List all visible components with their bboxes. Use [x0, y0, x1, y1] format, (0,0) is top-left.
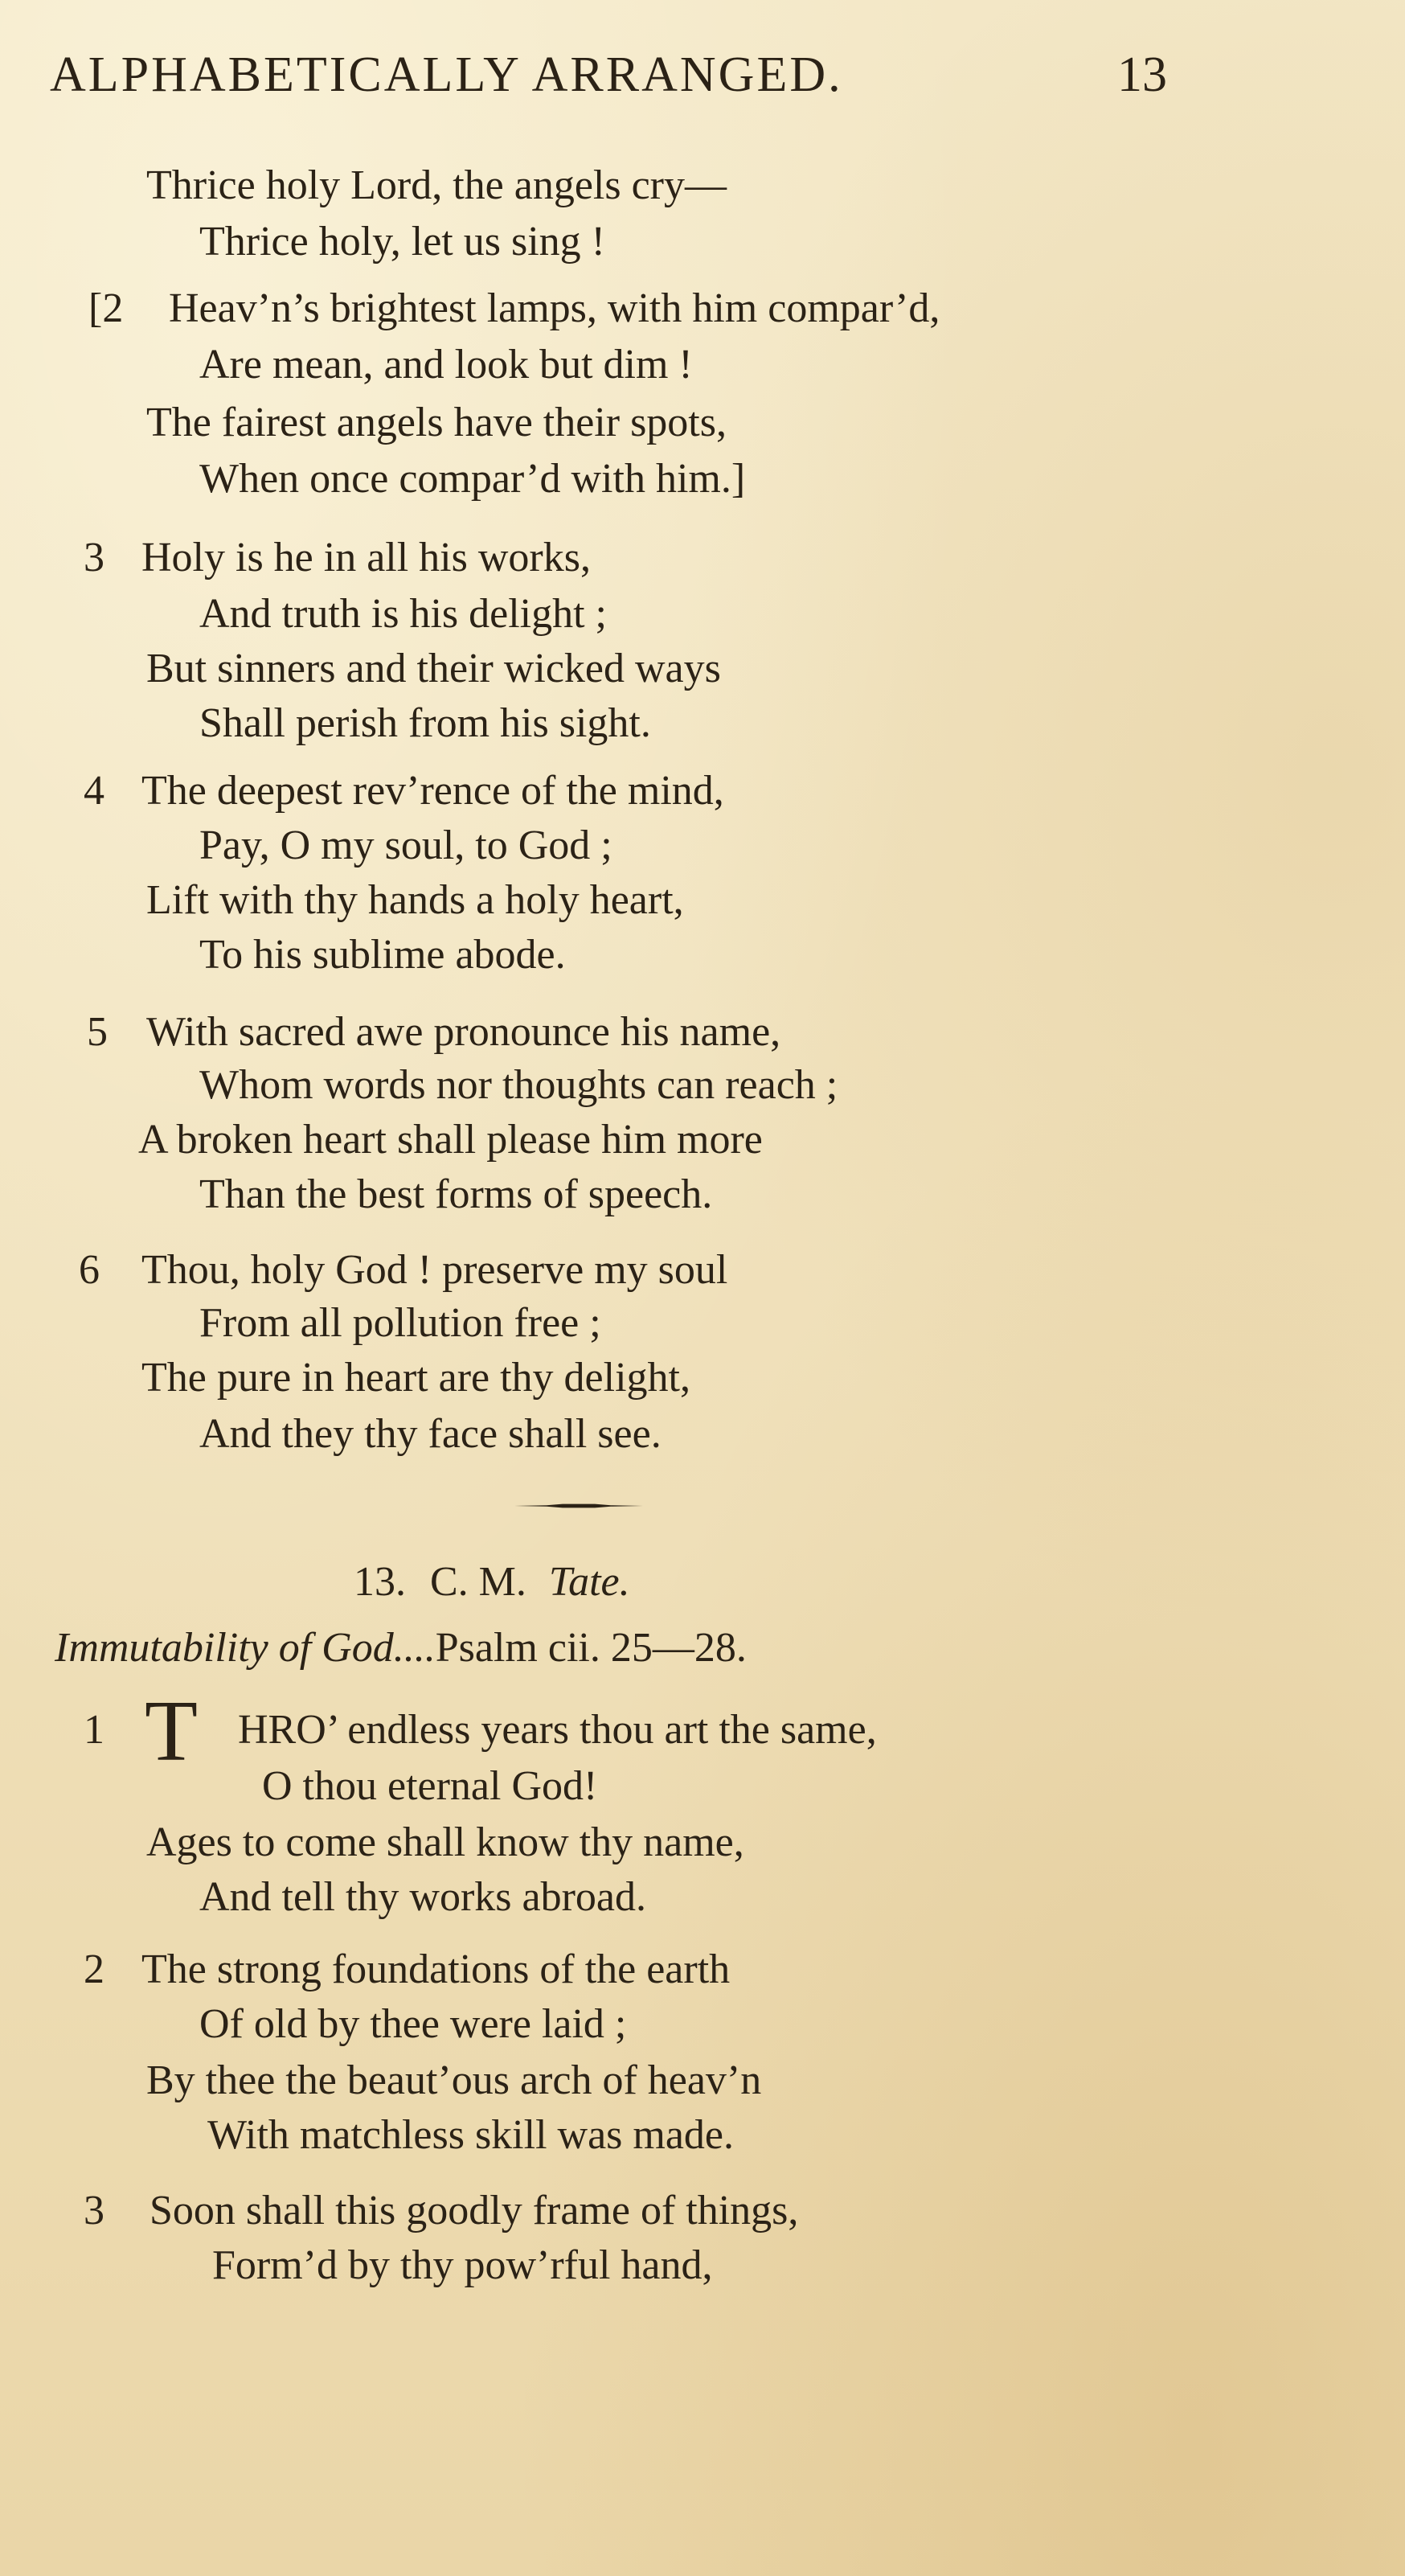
verse-line: Shall perish from his sight. — [199, 700, 651, 746]
verse-line: The strong foundations of the earth — [141, 1946, 731, 1992]
verse-line: O thou eternal God! — [262, 1763, 598, 1809]
stanza-number: 1 — [84, 1707, 104, 1753]
verse-line: Form’d by thy pow’rful hand, — [212, 2242, 713, 2288]
verse-line: The pure in heart are thy delight, — [141, 1355, 690, 1401]
hymn-topic: Immutability of God.... — [55, 1625, 436, 1671]
verse-line: Thrice holy Lord, the angels cry— — [146, 162, 727, 208]
verse-line: HRO’ endless years thou art the same, — [238, 1707, 877, 1753]
stanza-number: 4 — [84, 768, 104, 814]
verse-line: A broken heart shall please him more — [138, 1117, 763, 1163]
verse-line: From all pollution free ; — [199, 1300, 601, 1346]
ornamental-rule — [514, 1503, 643, 1508]
hymn-reference: Psalm cii. 25—28. — [435, 1625, 747, 1671]
verse-line: Thou, holy God ! preserve my soul — [141, 1247, 728, 1293]
hymn-number: 13. — [354, 1559, 406, 1605]
hymn-author: Tate. — [548, 1559, 630, 1605]
verse-line: When once compar’d with him.] — [199, 456, 746, 502]
verse-line: But sinners and their wicked ways — [146, 646, 721, 691]
verse-line: Thrice holy, let us sing ! — [199, 219, 605, 265]
verse-line: By thee the beaut’ous arch of heav’n — [146, 2057, 762, 2103]
page-number: 13 — [1117, 47, 1167, 102]
verse-line: Of old by thee were laid ; — [199, 2001, 627, 2047]
verse-line: Holy is he in all his works, — [141, 535, 591, 580]
stanza-number: 6 — [79, 1247, 100, 1293]
verse-line: To his sublime abode. — [199, 932, 566, 978]
drop-cap: T — [145, 1684, 198, 1779]
verse-line: With matchless skill was made. — [207, 2112, 735, 2158]
verse-line: With sacred awe pronounce his name, — [146, 1009, 781, 1055]
verse-line: Soon shall this goodly frame of things, — [150, 2188, 799, 2233]
verse-line: Than the best forms of speech. — [199, 1171, 713, 1217]
stanza-number: 3 — [84, 535, 104, 580]
hymn-meter: C. M. — [430, 1559, 526, 1605]
stanza-number: 2 — [84, 1946, 104, 1992]
stanza-number: 3 — [84, 2188, 104, 2233]
verse-line: And truth is his delight ; — [199, 591, 607, 637]
verse-line: And tell thy works abroad. — [199, 1874, 647, 1920]
running-title: ALPHABETICALLY ARRANGED. — [50, 47, 843, 102]
verse-line: Pay, O my soul, to God ; — [199, 822, 612, 868]
hymn-subject — [55, 1624, 747, 1672]
stanza-number: 5 — [87, 1009, 108, 1055]
hymn-heading — [354, 1558, 630, 1606]
verse-line: Are mean, and look but dim ! — [199, 342, 693, 388]
stanza-number: [2 — [88, 285, 124, 331]
verse-line: Ages to come shall know thy name, — [146, 1819, 744, 1865]
verse-line: Lift with thy hands a holy heart, — [146, 877, 684, 923]
verse-line: The deepest rev’rence of the mind, — [141, 768, 724, 814]
verse-line: Heav’n’s brightest lamps, with him compar’d, — [169, 285, 940, 331]
verse-line: And they thy face shall see. — [199, 1411, 662, 1457]
verse-line: Whom words nor thoughts can reach ; — [199, 1062, 838, 1108]
verse-line: The fairest angels have their spots, — [146, 400, 727, 445]
